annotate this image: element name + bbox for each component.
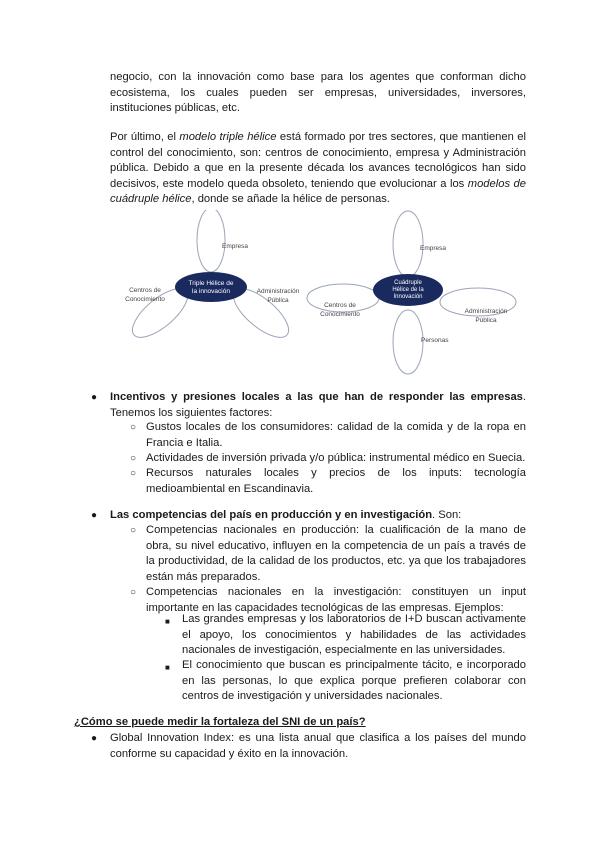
p2-start: Por último, el <box>110 131 180 143</box>
bullet-incentivos-2: ○ <box>130 453 137 464</box>
incentivos-subitem-3: Recursos naturales locales y precios de los inputs: tecnología medioambiental en Escandinavia. <box>146 467 526 495</box>
bullet-incentivos-3: ○ <box>130 468 137 479</box>
intro-paragraph: negocio, con la innovación como base para los agentes que conforman dicho ecosistema, los cuales pueden ser empresas, universidades, inversores, instituciones públicas, etc. <box>110 71 526 115</box>
triple-center-l2: la innovación <box>192 288 230 295</box>
triple-center-node <box>175 272 247 302</box>
helix-diagrams <box>118 210 538 375</box>
quad-label-empresa: Empresa <box>420 245 447 252</box>
quad-label-centros-l2: Conocimiento <box>320 311 360 318</box>
gii-item: Global Innovation Index: es una lista anual que clasifica a los países del mundo conforme su capacidad y éxito en la innovación. <box>110 732 526 760</box>
quad-label-personas: Personas <box>421 337 449 344</box>
bullet-ejemplo-1: ■ <box>165 617 170 626</box>
p2-mid: está formado por tres sectores, que mantienen el control del conocimiento, son: centros de conocimiento, empresa y Administración pública. Debido a que en la presente década los avances tecnológicos han sido decisivos, este modelo queda obsoleto, teniendo que evolucionar a los <box>110 131 526 190</box>
incentivos-suffix: . Tenemos los siguientes factores: <box>110 391 526 419</box>
triple-label-admin-l1: Administración <box>256 288 300 295</box>
sni-question-heading: ¿Cómo se puede medir la fortaleza del SNI de un país? <box>74 716 366 728</box>
incentivos-title: Incentivos y presiones locales a las que han de responder las empresas <box>110 391 523 403</box>
triple-label-admin-l2: Pública <box>267 297 289 304</box>
competencias-subitem-produccion: Competencias nacionales en producción: la cualificación de la mano de obra, su nivel educativo, influyen en la competencia de un país a través de la productividad, de la calidad de los productos, etc. ya que los trabajadores están más preparados. <box>146 524 526 583</box>
ejemplo-item-2: El conocimiento que buscan es principalmente tácito, e incorporado en las personas, lo que explica porque prefieren colaborar con centros de investigación y universidades nacionales. <box>182 659 526 703</box>
bullet-ejemplo-2: ■ <box>165 663 170 672</box>
incentivos-subitem-1: Gustos locales de los consumidores: calidad de la comida y de la ropa en Francia e Italia. <box>146 421 526 449</box>
quad-petal-personas <box>393 310 423 374</box>
ejemplo-item-1: Las grandes empresas y los laboratorios de I+D buscan activamente el apoyo, los conocimientos y habilidades de las actividades nacionales de investigación, especialmente en las universidades. <box>182 613 526 657</box>
bullet-gii: ● <box>91 733 98 744</box>
term-quadruple-helix: modelos de cuádruple hélice <box>110 177 526 206</box>
bullet-competencias-1: ○ <box>130 525 137 536</box>
bullet-incentivos-1: ○ <box>130 422 137 433</box>
incentivos-subitem-2: Actividades de inversión privada y/o pública: instrumental médico en Suecia. <box>146 452 526 464</box>
triple-petal-empresa <box>197 210 225 272</box>
triple-label-empresa: Empresa <box>222 243 249 250</box>
competencias-title: Las competencias del país en producción y en investigación <box>110 509 433 521</box>
quad-center-l1: Cuádruple <box>394 280 422 286</box>
triple-label-centros-l2: Conocimiento <box>125 296 165 303</box>
quad-center-l2: Hélice de la <box>392 287 424 293</box>
triple-center-l1: Triple Hélice de <box>188 280 234 287</box>
quad-label-admin-l2: Pública <box>475 317 497 324</box>
triple-helix-paragraph <box>110 130 526 208</box>
quad-center-l3: Innovación <box>393 294 423 300</box>
term-triple-helix: modelo triple hélice <box>179 131 277 143</box>
incentivos-item <box>110 390 526 421</box>
quad-label-centros-l1: Centros de <box>324 302 356 309</box>
bullet-competencias-2: ○ <box>130 587 137 598</box>
bullet-competencias: ● <box>91 510 98 521</box>
quad-label-admin-l1: Administración <box>464 308 508 315</box>
bullet-incentivos: ● <box>91 392 98 403</box>
competencias-item <box>110 508 526 524</box>
triple-label-centros-l1: Centros de <box>129 287 161 294</box>
competencias-subitem-investigacion: Competencias nacionales en la investigación: constituyen un input importante en las capacidades tecnológicas de las empresas. Ejemplos: <box>146 586 526 614</box>
quad-petal-empresa <box>393 211 423 277</box>
p2-end: , donde se añade la hélice de personas. <box>191 193 390 206</box>
competencias-suffix: . Son: <box>432 509 462 521</box>
